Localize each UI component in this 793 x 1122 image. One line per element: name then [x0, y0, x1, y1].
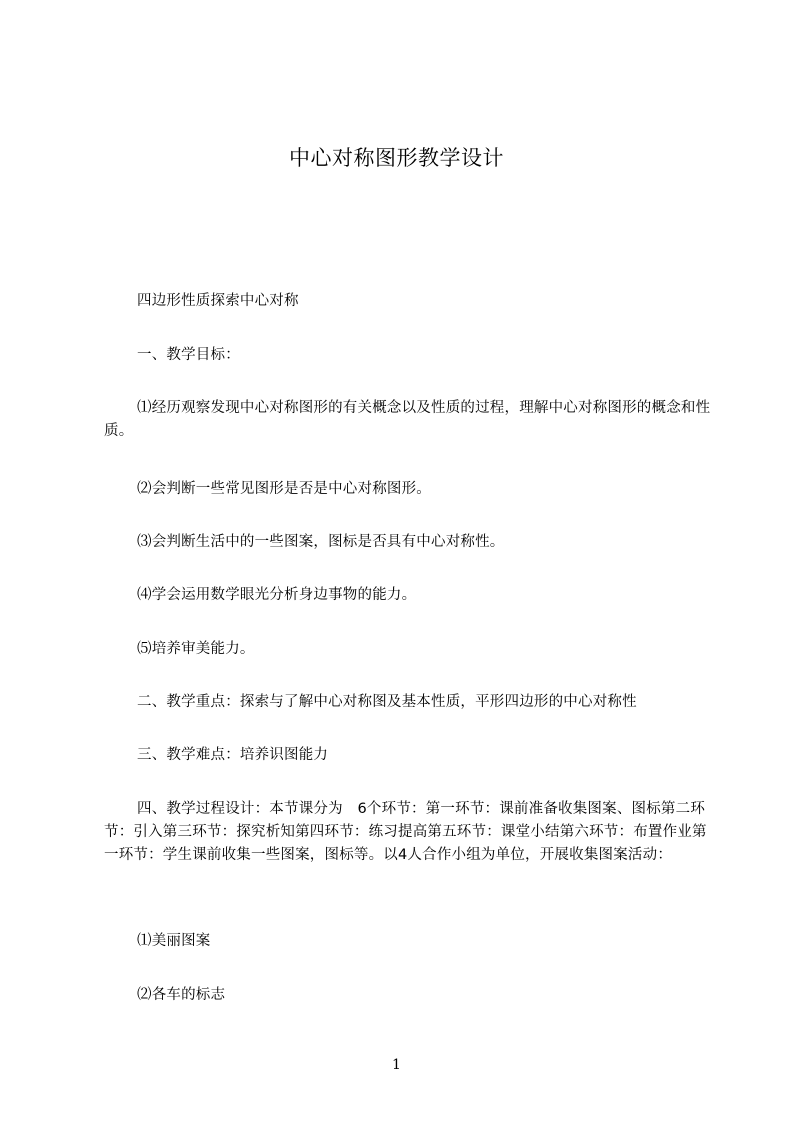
goal-2: ⑵会判断一些常见图形是否是中心对称图形。	[137, 481, 431, 497]
goals-heading: 一、教学目标：	[137, 347, 240, 363]
page-number: 1	[392, 1057, 401, 1073]
key-points: 二、教学重点：探索与了解中心对称图及基本性质，平形四边形的中心对称性	[137, 694, 637, 710]
goal-3: ⑶会判断生活中的一些图案，图标是否具有中心对称性。	[137, 534, 505, 550]
list-item-2: ⑵各车的标志	[137, 987, 226, 1003]
goal-1: ⑴经历观察发现中心对称图形的有关概念以及性质的过程，理解中心对称图形的概念和性质。	[104, 400, 711, 439]
process-description: 四、教学过程设计：本节课分为 6个环节：第一环节：课前准备收集图案、图标第二环节：引入第三环节：探究析知第四环节：练习提高第五环节：课堂小结第六环节：布置作业第一环节：学生课前收集一些图案，图标等。以4人合作小组为单位，开展收集图案活动：	[104, 801, 707, 863]
difficulties: 三、教学难点：培养识图能力	[137, 747, 329, 763]
list-item-1: ⑴美丽图案	[137, 933, 211, 949]
document-title: 中心对称图形教学设计	[289, 146, 504, 170]
goal-5: ⑸培养审美能力。	[137, 641, 255, 657]
goal-4: ⑷学会运用数学眼光分析身边事物的能力。	[137, 587, 417, 603]
subtitle: 四边形性质探索中心对称	[137, 293, 299, 309]
